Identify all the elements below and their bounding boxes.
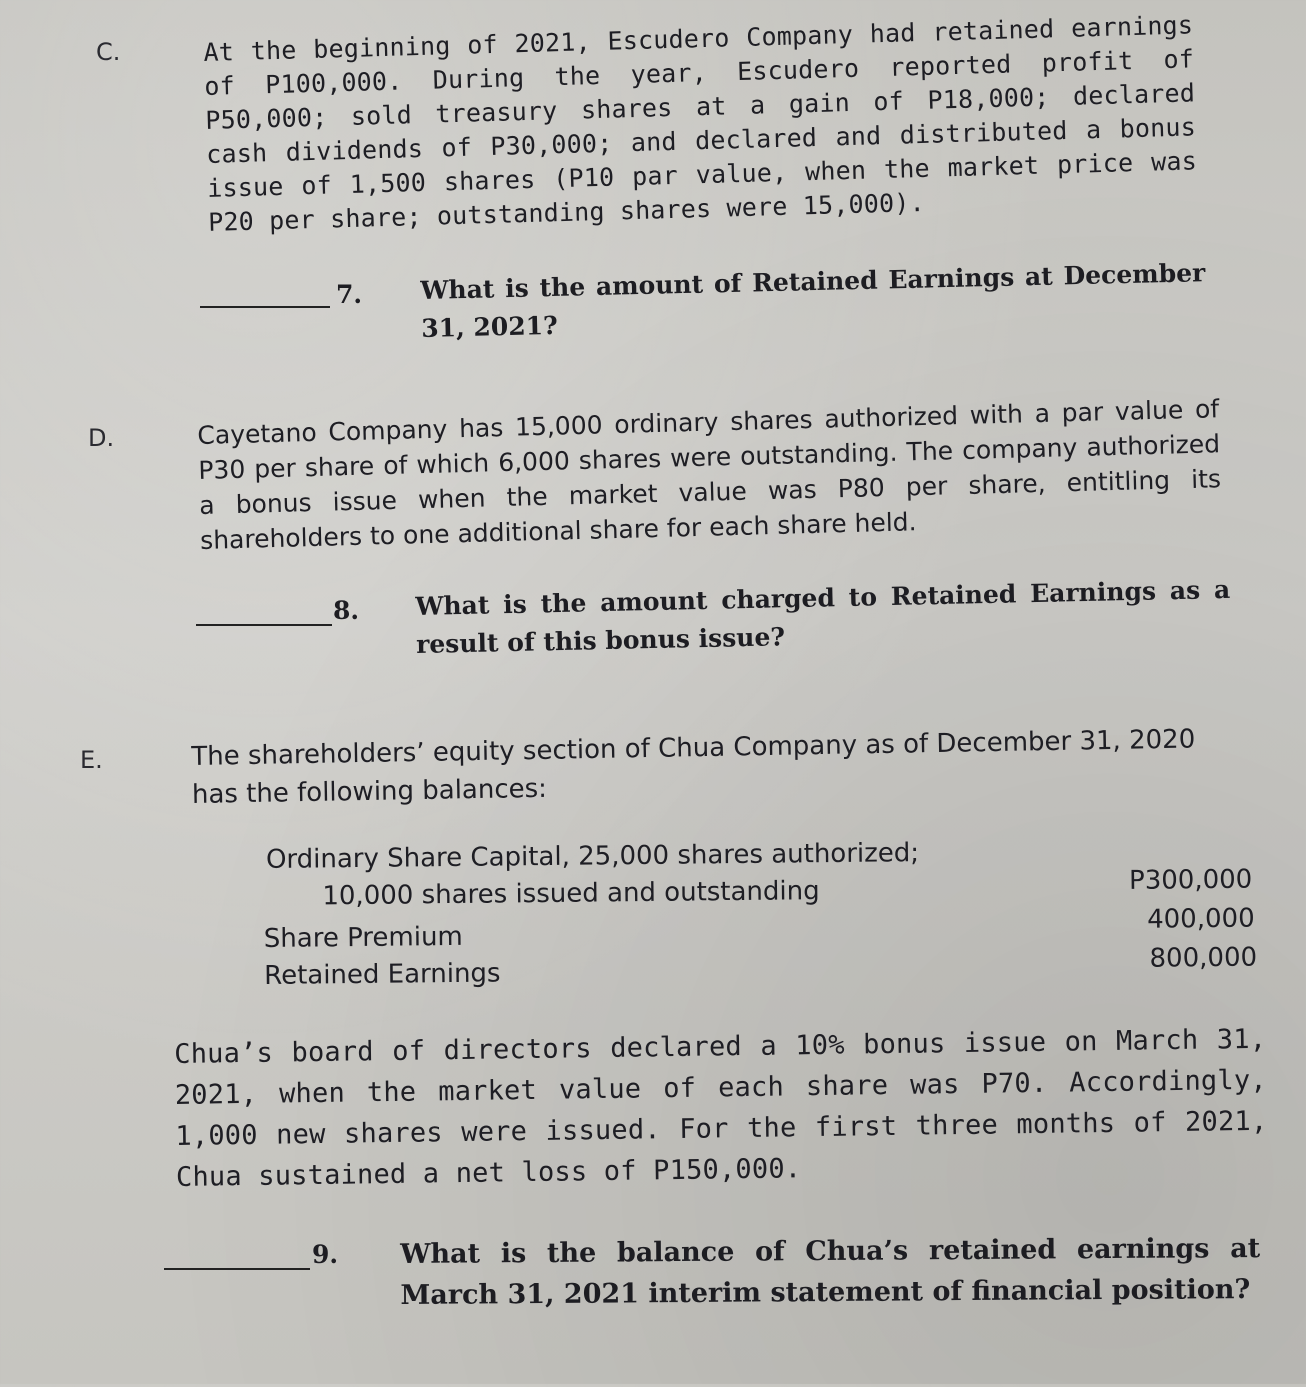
section-e-problem: Chua’s board of directors declared a 10% bonus issue on March 31, 2021, when the market value of each share was P70. Accordingly, 1,000 new shares were issued. For the first three months of 2021, Chua sustained a net loss of P150,000.	[174, 1023, 1268, 1193]
section-c-problem: At the beginning of 2021, Escudero Company had retained earnings of P100,000. During the year, Escudero reported profit of P50,000; sold treasury shares at a gain of P18,000; declared cash dividends of P30,000; and declared and distributed a bonus issue of 1,500 shares (P10 par value, when the market price was P20 per share; outstanding shares were 15,000).	[203, 10, 1198, 237]
section-e-intro: The shareholders’ equity section of Chua Company as of December 31, 2020 has the following balances:	[191, 724, 1196, 810]
section-d-problem: Cayetano Company has 15,000 ordinary shares authorized with a par value of P30 per share of which 6,000 shares were outstanding. The company authorized a bonus issue when the market value was P80 per share, entitling its shareholders to one additional share for each share held.	[197, 394, 1222, 555]
share-premium-label: Share Premium	[263, 921, 463, 954]
retained-earnings-label: Retained Earnings	[264, 958, 501, 991]
question-7-number: 7.	[336, 280, 363, 309]
section-c-letter: C.	[96, 38, 121, 66]
question-9-number: 9.	[312, 1240, 339, 1269]
question-7-text: What is the amount of Retained Earnings at December 31, 2021?	[420, 258, 1206, 343]
share-premium-amount: 400,000	[1146, 903, 1255, 935]
share-capital-label-line1: Ordinary Share Capital, 25,000 shares authorized;	[265, 838, 920, 875]
section-d-letter: D.	[88, 424, 115, 452]
share-capital-label-line2: 10,000 shares issued and outstanding	[322, 876, 820, 912]
question-9-text: What is the balance of Chua’s retained earnings at March 31, 2021 interim statement of financial position?	[400, 1232, 1261, 1311]
question-8-text: What is the amount charged to Retained Earnings as a result of this bonus issue?	[415, 574, 1231, 659]
question-8-number: 8.	[333, 596, 360, 625]
answer-blank-9[interactable]	[164, 1268, 310, 1270]
retained-earnings-amount: 800,000	[1149, 942, 1258, 974]
section-e-letter: E.	[80, 746, 103, 774]
share-capital-amount: P300,000	[1128, 864, 1253, 896]
